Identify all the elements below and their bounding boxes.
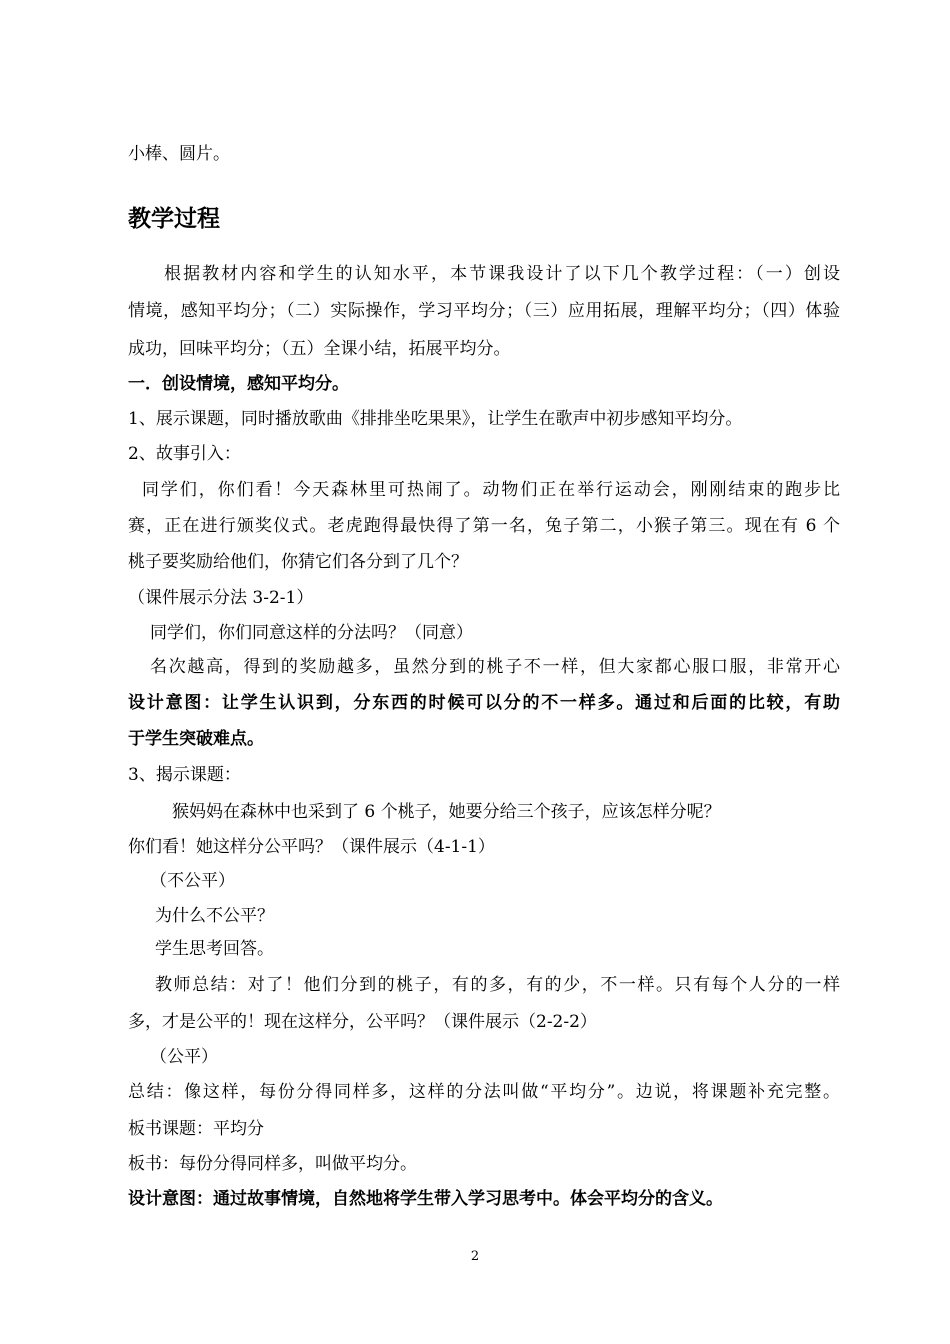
story-line-1: 同学们，你们看！今天森林里可热闹了。动物们正在举行运动会，刚刚结束的跑步比	[142, 480, 840, 500]
reveal-line-5: 学生思考回答。	[155, 939, 274, 959]
reveal-line-9: 总结：像这样，每份分得同样多，这样的分法叫做“平均分”。边说，将课题补充完整。	[128, 1082, 840, 1102]
intro-line-3: 成功，回味平均分；（五）全课小结，拓展平均分。	[128, 339, 511, 359]
reveal-line-11: 板书：每份分得同样多，叫做平均分。	[128, 1154, 417, 1174]
reveal-line-4: 为什么不公平？	[155, 906, 274, 926]
story-line-4: （课件展示分法 3-2-1）	[128, 588, 314, 608]
design-intent-1-line-1: 设计意图：让学生认识到，分东西的时候可以分的不一样多。通过和后面的比较，有助	[128, 693, 840, 713]
part1-heading: 一．创设情境，感知平均分。	[128, 374, 349, 394]
design-intent-1-line-2: 于学生突破难点。	[128, 729, 264, 749]
page-number: 2	[470, 1249, 480, 1264]
story-line-5: 同学们，你们同意这样的分法吗？（同意）	[150, 623, 473, 643]
reveal-line-6: 教师总结：对了！他们分到的桃子，有的多，有的少，不一样。只有每个人分的一样	[155, 975, 840, 995]
step1-text: 1、展示课题，同时播放歌曲《排排坐吃果果》，让学生在歌声中初步感知平均分。	[128, 409, 743, 429]
reveal-line-2: 你们看！她这样分公平吗？（课件展示（4-1-1）	[128, 837, 495, 857]
step2-label: 2、故事引入：	[128, 444, 241, 464]
reveal-line-10: 板书课题：平均分	[128, 1119, 264, 1139]
intro-line-1: 根据教材内容和学生的认知水平，本节课我设计了以下几个教学过程：（一）创设	[164, 264, 840, 284]
section-title: 教学过程	[128, 206, 220, 232]
design-intent-2: 设计意图：通过故事情境，自然地将学生带入学习思考中。体会平均分的含义。	[128, 1189, 723, 1209]
step3-label: 3、揭示课题：	[128, 765, 241, 785]
reveal-line-1: 猴妈妈在森林中也采到了 6 个桃子，她要分给三个孩子，应该怎样分呢？	[172, 802, 721, 822]
reveal-line-3: （不公平）	[150, 871, 235, 891]
intro-line-2: 情境，感知平均分；（二）实际操作，学习平均分；（三）应用拓展，理解平均分；（四）体验	[128, 301, 840, 321]
reveal-line-7: 多，才是公平的！现在这样分，公平吗？（课件展示（2-2-2）	[128, 1012, 597, 1032]
story-line-6: 名次越高，得到的奖励越多，虽然分到的桃子不一样，但大家都心服口服，非常开心	[150, 657, 840, 677]
materials-line: 小棒、圆片。	[128, 144, 230, 164]
story-line-2: 赛，正在进行颁奖仪式。老虎跑得最快得了第一名，兔子第二，小猴子第三。现在有 6 个	[128, 516, 840, 536]
reveal-line-8: （公平）	[150, 1047, 218, 1067]
story-line-3: 桃子要奖励给他们，你猜它们各分到了几个？	[128, 552, 468, 572]
